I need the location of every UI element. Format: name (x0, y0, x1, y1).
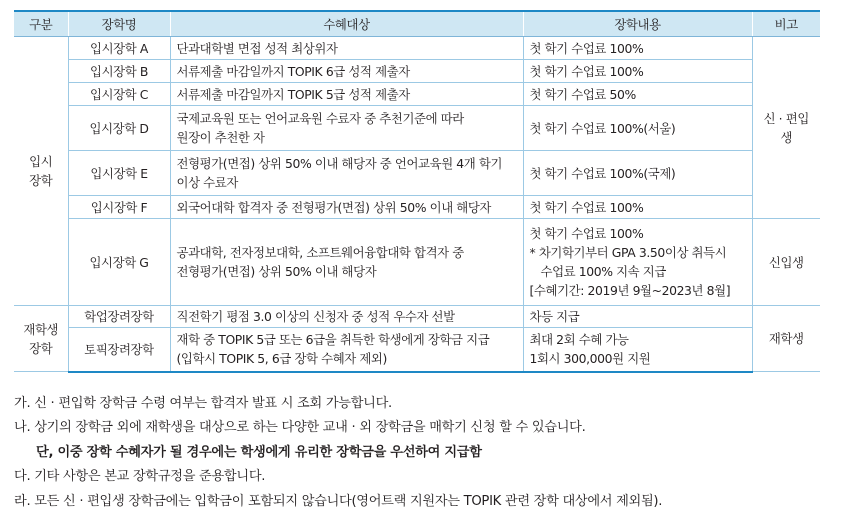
remark-new-transfer: 신 · 편입생 (752, 37, 820, 219)
eligibility (170, 328, 523, 372)
scholarship-name: 입시장학 F (68, 196, 170, 219)
eligibility: 서류제출 마감일까지 TOPIK 6급 성적 제출자 (170, 60, 523, 83)
table-row (14, 37, 820, 60)
table-row (14, 196, 820, 219)
benefit: 첫 학기 수업료 50% (523, 83, 752, 106)
eligibility-line: 국제교육원 또는 언어교육원 수료자 중 추천기준에 따라 (176, 111, 464, 126)
table-row (14, 219, 820, 306)
eligibility-line: 원장이 추천한 자 (176, 130, 265, 145)
note-item: 다. 기타 사항은 본교 장학규정을 준용합니다. (14, 469, 266, 485)
eligibility (170, 106, 523, 151)
eligibility (170, 219, 523, 306)
category-line: 재학생 (23, 321, 59, 337)
scholarship-name: 학업장려장학 (68, 306, 170, 328)
eligibility-line: 이상 수료자 (176, 175, 238, 190)
benefit: 첫 학기 수업료 100% (523, 37, 752, 60)
benefit-line: 최대 2회 수혜 가능 (529, 332, 629, 348)
category-line: 장학 (29, 340, 53, 356)
scholarship-name: 입시장학 E (68, 151, 170, 196)
header-scholarship-name: 장학명 (68, 11, 170, 37)
eligibility-line: 재학 중 TOPIK 5급 또는 6급을 취득한 학생에게 장학금 지급 (176, 332, 490, 348)
remark-enrolled: 재학생 (752, 306, 820, 372)
benefit: 차등 지급 (523, 306, 752, 328)
header-category: 구분 (14, 11, 68, 37)
note-item: 가. 신 · 편입학 장학금 수령 여부는 합격자 발표 시 조회 가능합니다. (14, 396, 392, 411)
category-line: 입시 (29, 154, 53, 169)
category-enrolled (14, 306, 68, 372)
category-admission (14, 37, 68, 306)
benefit: 첫 학기 수업료 100%(서울) (523, 106, 752, 151)
benefit (523, 328, 752, 372)
scholarship-name: 입시장학 B (68, 60, 170, 83)
note-item: 나. 상기의 장학금 외에 재학생을 대상으로 하는 다양한 교내 · 외 장학금을 매학기 신청 할 수 있습니다. (14, 420, 586, 436)
benefit (523, 219, 752, 306)
table-row (14, 328, 820, 372)
benefit: 첫 학기 수업료 100%(국제) (523, 151, 752, 196)
table-row (14, 83, 820, 106)
eligibility: 서류제출 마감일까지 TOPIK 5급 성적 제출자 (170, 83, 523, 106)
benefit-line: 1회시 300,000원 지원 (529, 351, 651, 367)
scholarship-name: 입시장학 D (68, 106, 170, 151)
eligibility-line: (입학시 TOPIK 5, 6급 장학 수혜자 제외) (176, 351, 387, 367)
benefit-line: * 차기학기부터 GPA 3.50이상 취득시 (529, 245, 727, 260)
eligibility (170, 151, 523, 196)
benefit-line: [수혜기간: 2019년 9월~2023년 8월] (529, 283, 731, 298)
note-item: 라. 모든 신 · 편입생 장학금에는 입학금이 포함되지 않습니다(영어트랙 지원자는 TOPIK 관련 장학 대상에서 제외됨). (14, 493, 663, 509)
eligibility: 외국어대학 합격자 중 전형평가(면접) 상위 50% 이내 해당자 (170, 196, 523, 219)
scholarship-name: 토픽장려장학 (68, 328, 170, 372)
scholarship-table (14, 10, 820, 373)
table-row (14, 60, 820, 83)
table-header-row (14, 11, 820, 37)
table-row (14, 151, 820, 196)
benefit: 첫 학기 수업료 100% (523, 196, 752, 219)
table-row (14, 306, 820, 328)
table-row (14, 106, 820, 151)
header-remarks: 비고 (752, 11, 820, 37)
category-line: 장학 (29, 173, 53, 188)
eligibility-line: 공과대학, 전자정보대학, 소프트웨어융합대학 합격자 중 (176, 245, 464, 260)
benefit-line: 수업료 100% 지속 지급 (540, 264, 666, 279)
eligibility: 단과대학별 면접 성적 최상위자 (170, 37, 523, 60)
header-benefit: 장학내용 (523, 11, 752, 37)
scholarship-name: 입시장학 C (68, 83, 170, 106)
remark-freshman: 신입생 (752, 219, 820, 306)
eligibility-line: 전형평가(면접) 상위 50% 이내 해당자 중 언어교육원 4개 학기 (176, 156, 503, 171)
eligibility-line: 전형평가(면접) 상위 50% 이내 해당자 (176, 264, 377, 279)
header-eligibility: 수혜대상 (170, 11, 523, 37)
scholarship-name: 입시장학 G (68, 219, 170, 306)
benefit: 첫 학기 수업료 100% (523, 60, 752, 83)
scholarship-name: 입시장학 A (68, 37, 170, 60)
eligibility: 직전학기 평점 3.0 이상의 신청자 중 성적 우수자 선발 (170, 306, 523, 328)
note-emphasis: 단, 이중 장학 수혜자가 될 경우에는 학생에게 유리한 장학금을 우선하여 지급함 (36, 444, 482, 460)
benefit-line: 첫 학기 수업료 100% (529, 226, 644, 241)
notes-section (14, 392, 834, 514)
